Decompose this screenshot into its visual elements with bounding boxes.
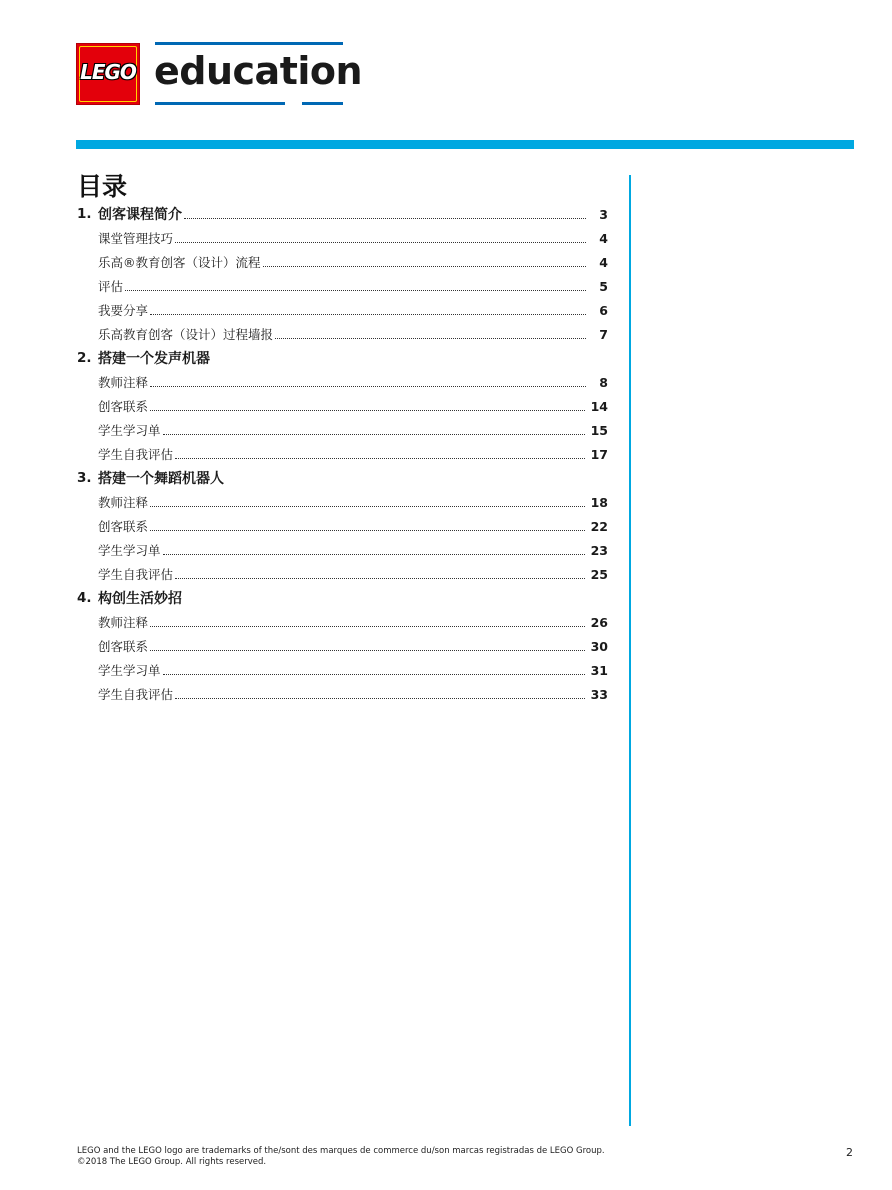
toc-entry[interactable] <box>77 370 608 394</box>
toc-page-number: 23 <box>590 542 608 558</box>
toc-page-number: 6 <box>599 302 608 318</box>
toc-entry-label: 创客联系 <box>98 399 149 414</box>
toc-section-number: 3. <box>77 470 92 486</box>
footer <box>77 1146 605 1168</box>
toc-page-number: 26 <box>590 614 608 630</box>
toc-entry-label: 学生学习单 <box>98 543 161 558</box>
toc-section[interactable] <box>77 346 608 370</box>
toc-entry-label: 创客联系 <box>98 519 149 534</box>
toc-section-title: 搭建一个舞蹈机器人 <box>98 471 224 487</box>
toc-entry-label: 学生自我评估 <box>98 447 174 462</box>
toc-entry[interactable] <box>77 490 608 514</box>
toc-entry-label: 课堂管理技巧 <box>98 231 174 246</box>
toc-page-number: 8 <box>599 374 608 390</box>
toc-entry[interactable] <box>77 634 608 658</box>
toc-entry[interactable] <box>77 418 608 442</box>
toc-entry-label: 乐高教育创客（设计）过程墙报 <box>98 327 274 342</box>
toc-entry[interactable] <box>77 562 608 586</box>
toc-page-number: 22 <box>590 518 608 534</box>
toc-entry-label: 教师注释 <box>98 375 149 390</box>
toc-entry[interactable] <box>77 250 608 274</box>
toc-entry-label: 乐高®教育创客（设计）流程 <box>98 255 261 270</box>
toc-entry-label: 学生自我评估 <box>98 687 174 702</box>
footer-copyright: ©2018 The LEGO Group. All rights reserved. <box>77 1157 267 1167</box>
toc-leader-dots <box>150 314 586 315</box>
footer-trademark: LEGO and the LEGO logo are trademarks of the/sont des marques de commerce du/son marcas registradas de LEGO Group. <box>77 1146 605 1156</box>
toc-page-number: 4 <box>599 230 608 246</box>
toc-page-number: 30 <box>590 638 608 654</box>
toc-leader-dots <box>150 650 585 651</box>
toc-page-number: 3 <box>599 206 608 222</box>
toc-section-title: 构创生活妙招 <box>98 591 182 607</box>
toc-page-number: 31 <box>590 662 608 678</box>
toc-section-number: 4. <box>77 590 92 606</box>
toc-leader-dots <box>150 506 585 507</box>
header-band <box>76 140 854 149</box>
toc-leader-dots <box>163 434 585 435</box>
toc-leader-dots <box>150 386 586 387</box>
toc-entry-label: 教师注释 <box>98 615 149 630</box>
toc-page-number: 5 <box>599 278 608 294</box>
toc-leader-dots <box>175 578 585 579</box>
toc-section[interactable] <box>77 202 608 226</box>
toc-page-number: 33 <box>590 686 608 702</box>
toc-leader-dots <box>125 290 586 291</box>
toc-leader-dots <box>175 242 586 243</box>
toc-page-number: 17 <box>590 446 608 462</box>
toc-entry-label: 评估 <box>98 279 124 294</box>
toc-leader-dots <box>175 458 585 459</box>
toc-entry[interactable] <box>77 274 608 298</box>
lego-logo-text: LEGO <box>80 60 136 84</box>
toc-entry[interactable] <box>77 658 608 682</box>
toc-leader-dots <box>150 530 585 531</box>
toc-entry[interactable] <box>77 394 608 418</box>
toc-leader-dots <box>275 338 586 339</box>
toc-section-number: 2. <box>77 350 92 366</box>
toc-page-number: 14 <box>590 398 608 414</box>
toc-leader-dots <box>150 410 585 411</box>
toc-entry[interactable] <box>77 610 608 634</box>
toc-entry[interactable] <box>77 322 608 346</box>
toc-leader-dots <box>263 266 586 267</box>
toc-section[interactable] <box>77 586 608 610</box>
toc-page-number: 15 <box>590 422 608 438</box>
toc-section-number: 1. <box>77 206 92 222</box>
toc-entry[interactable] <box>77 226 608 250</box>
toc-entry-label: 教师注释 <box>98 495 149 510</box>
toc-title: 目录 <box>77 172 128 201</box>
toc-page-number: 18 <box>590 494 608 510</box>
toc-leader-dots <box>163 674 585 675</box>
toc-section[interactable] <box>77 466 608 490</box>
page-number: 2 <box>846 1146 853 1159</box>
toc-entry[interactable] <box>77 682 608 706</box>
wordmark-bottom-rule-right <box>302 102 343 105</box>
toc-leader-dots <box>175 698 585 699</box>
table-of-contents <box>77 202 608 706</box>
toc-entry-label: 学生学习单 <box>98 663 161 678</box>
toc-leader-dots <box>163 554 585 555</box>
toc-entry-label: 创客联系 <box>98 639 149 654</box>
toc-page-number: 25 <box>590 566 608 582</box>
toc-entry[interactable] <box>77 442 608 466</box>
toc-leader-dots <box>150 626 585 627</box>
toc-entry-label: 我要分享 <box>98 303 149 318</box>
toc-section-title: 创客课程简介 <box>98 207 182 223</box>
education-wordmark: education <box>154 49 363 93</box>
column-divider <box>629 175 631 1126</box>
toc-page-number: 7 <box>599 326 608 342</box>
wordmark-bottom-rule-left <box>155 102 285 105</box>
toc-entry-label: 学生自我评估 <box>98 567 174 582</box>
toc-entry-label: 学生学习单 <box>98 423 161 438</box>
toc-entry[interactable] <box>77 298 608 322</box>
toc-page-number: 4 <box>599 254 608 270</box>
wordmark-top-rule <box>155 42 343 45</box>
toc-entry[interactable] <box>77 538 608 562</box>
lego-logo <box>76 43 140 105</box>
toc-section-title: 搭建一个发声机器 <box>98 351 210 367</box>
toc-entry[interactable] <box>77 514 608 538</box>
toc-leader-dots <box>184 218 586 219</box>
